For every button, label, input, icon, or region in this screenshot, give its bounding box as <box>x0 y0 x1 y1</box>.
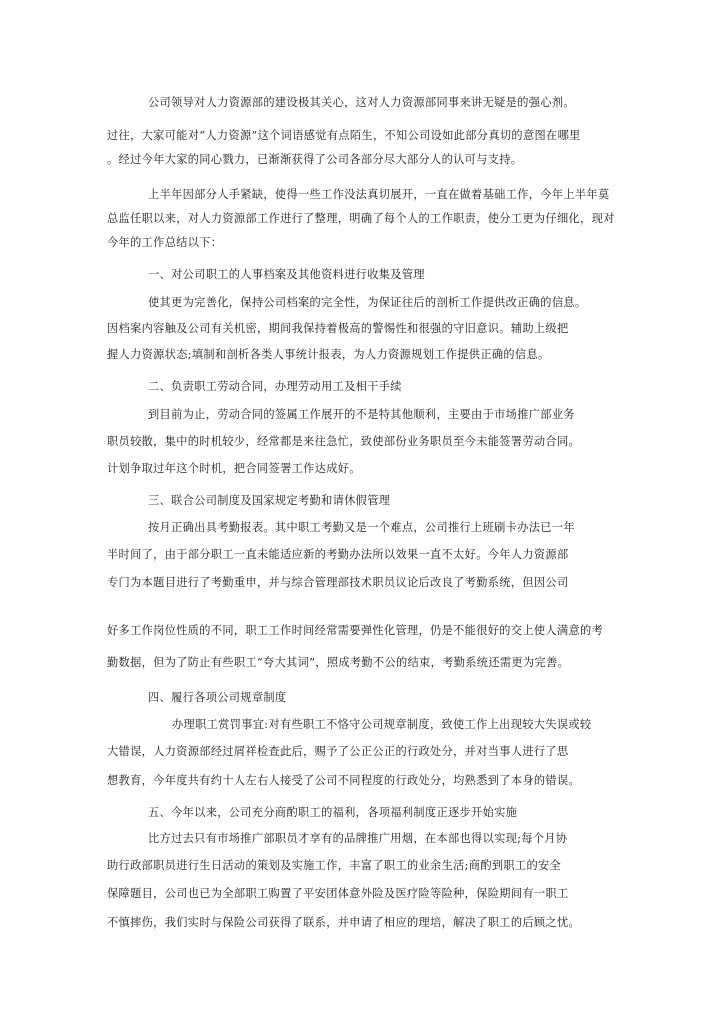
section-heading: 一、对公司职工的人事档案及其他资料进行收集及管理 <box>148 268 425 281</box>
paragraph-line: 不慎摔伤，我们实时与保险公司获得了联系，并申请了相应的理培，解决了职工的后顾之忧。 <box>107 916 581 929</box>
paragraph-line: 握人力资源状态;填制和剖析各类人事统计报表，为人力资源规划工作提供正确的信息。 <box>107 348 550 361</box>
paragraph-line: 办理职工赏罚事宜:对有些职工不恪守公司规章制度，致使工作上出现较大失误或较 <box>172 718 592 731</box>
paragraph-line: 因档案内容触及公司有关机密，期间我保持着极高的警惕性和很强的守旧意识。辅助上级把 <box>107 322 569 335</box>
paragraph-line: 总监任职以来，对人力资源部工作进行了整理，明确了每个人的工作职责，使分工更为仔细化，现对 <box>107 212 615 225</box>
paragraph-line: 专门为本题目进行了考勤重申，并与综合管理部技术职员议论后改良了考勤系统，但因公司 <box>107 576 569 589</box>
paragraph-line: 使其更为完善化，保持公司档案的完全性，为保证往后的剖析工作提供改正确的信息。 <box>148 296 587 309</box>
paragraph-line: 勤数据，但为了防止有些职工“夸大其词”，照成考勤不公的结束，考勤系统还需更为完善。 <box>107 656 570 669</box>
paragraph-line: 计划争取过年这个时机，把合同签署工作达成好。 <box>107 462 361 475</box>
paragraph-line: 按月正确出具考勤报表。其中职工考勤又是一个难点，公司推行上班刷卡办法已一年 <box>148 521 575 534</box>
paragraph-line: 公司领导对人力资源部的建设极其关心，这对人力资源部同事来讲无疑是的强心剂。 <box>148 96 575 109</box>
paragraph-line: 到目前为止，劳动合同的签属工作展开的不是特其他顺利，主要由于市场推广部业务 <box>148 408 575 421</box>
paragraph-line: 大错误，人力资源部经过屑祥检查此后，赐予了公正公正的行政处分，并对当事人进行了思 <box>107 745 569 758</box>
paragraph-line: 助行政部职员进行生日活动的策划及实施工作，丰富了职工的业余生活;商酌到职工的安全 <box>107 859 562 872</box>
paragraph-line: 好多工作岗位性质的不同，职工工作时间经常需要弹性化管理，仍是不能很好的交上使人满意的考 <box>107 624 604 637</box>
paragraph-line: 半时间了，由于部分职工一直未能适应新的考勤办法所以效果一直不太好。今年人力资源部 <box>107 548 569 561</box>
section-heading: 二、负责职工劳动合同，办理劳动用工及相干手续 <box>148 380 402 393</box>
paragraph-line: 过往，大家可能对“人力资源”这个词语感觉有点陌生，不知公司设如此部分真切的意图在哪里 <box>107 129 581 142</box>
paragraph-line: 职员较散，集中的时机较少，经常都是来往急忙，致使部份业务职员至今未能签署劳动合同。 <box>107 435 581 448</box>
paragraph-line: 比方过去只有市场推广部职员才享有的品牌推广用烟，在本部也得以实现;每个月协 <box>148 832 568 845</box>
paragraph-line: 保障题目，公司也已为全部职工购置了平安团体意外险及医疗险等险种，保险期间有一职工 <box>107 887 569 900</box>
section-heading: 五、今年以来，公司充分商酌职工的福利，各项福利制度正逐步开始实施 <box>148 806 518 819</box>
section-heading: 三、联合公司制度及国家规定考勤和请休假管理 <box>148 494 391 507</box>
paragraph-line: 想教育，今年度共有约十人左右人接受了公司不同程度的行政处分，均熟悉到了本身的错误。 <box>107 774 581 787</box>
paragraph-line: 今年的工作总结以下： <box>107 236 223 249</box>
section-heading: 四、履行各项公司规章制度 <box>148 691 287 704</box>
paragraph-line: 。经过今年大家的同心戮力，已渐渐获得了公司各部分尽大部分人的认可与支持。 <box>107 153 523 166</box>
paragraph-line: 上半年因部分人手紧缺，使得一些工作没法真切展开，一直在做着基础工作，今年上半年莫 <box>148 188 610 201</box>
